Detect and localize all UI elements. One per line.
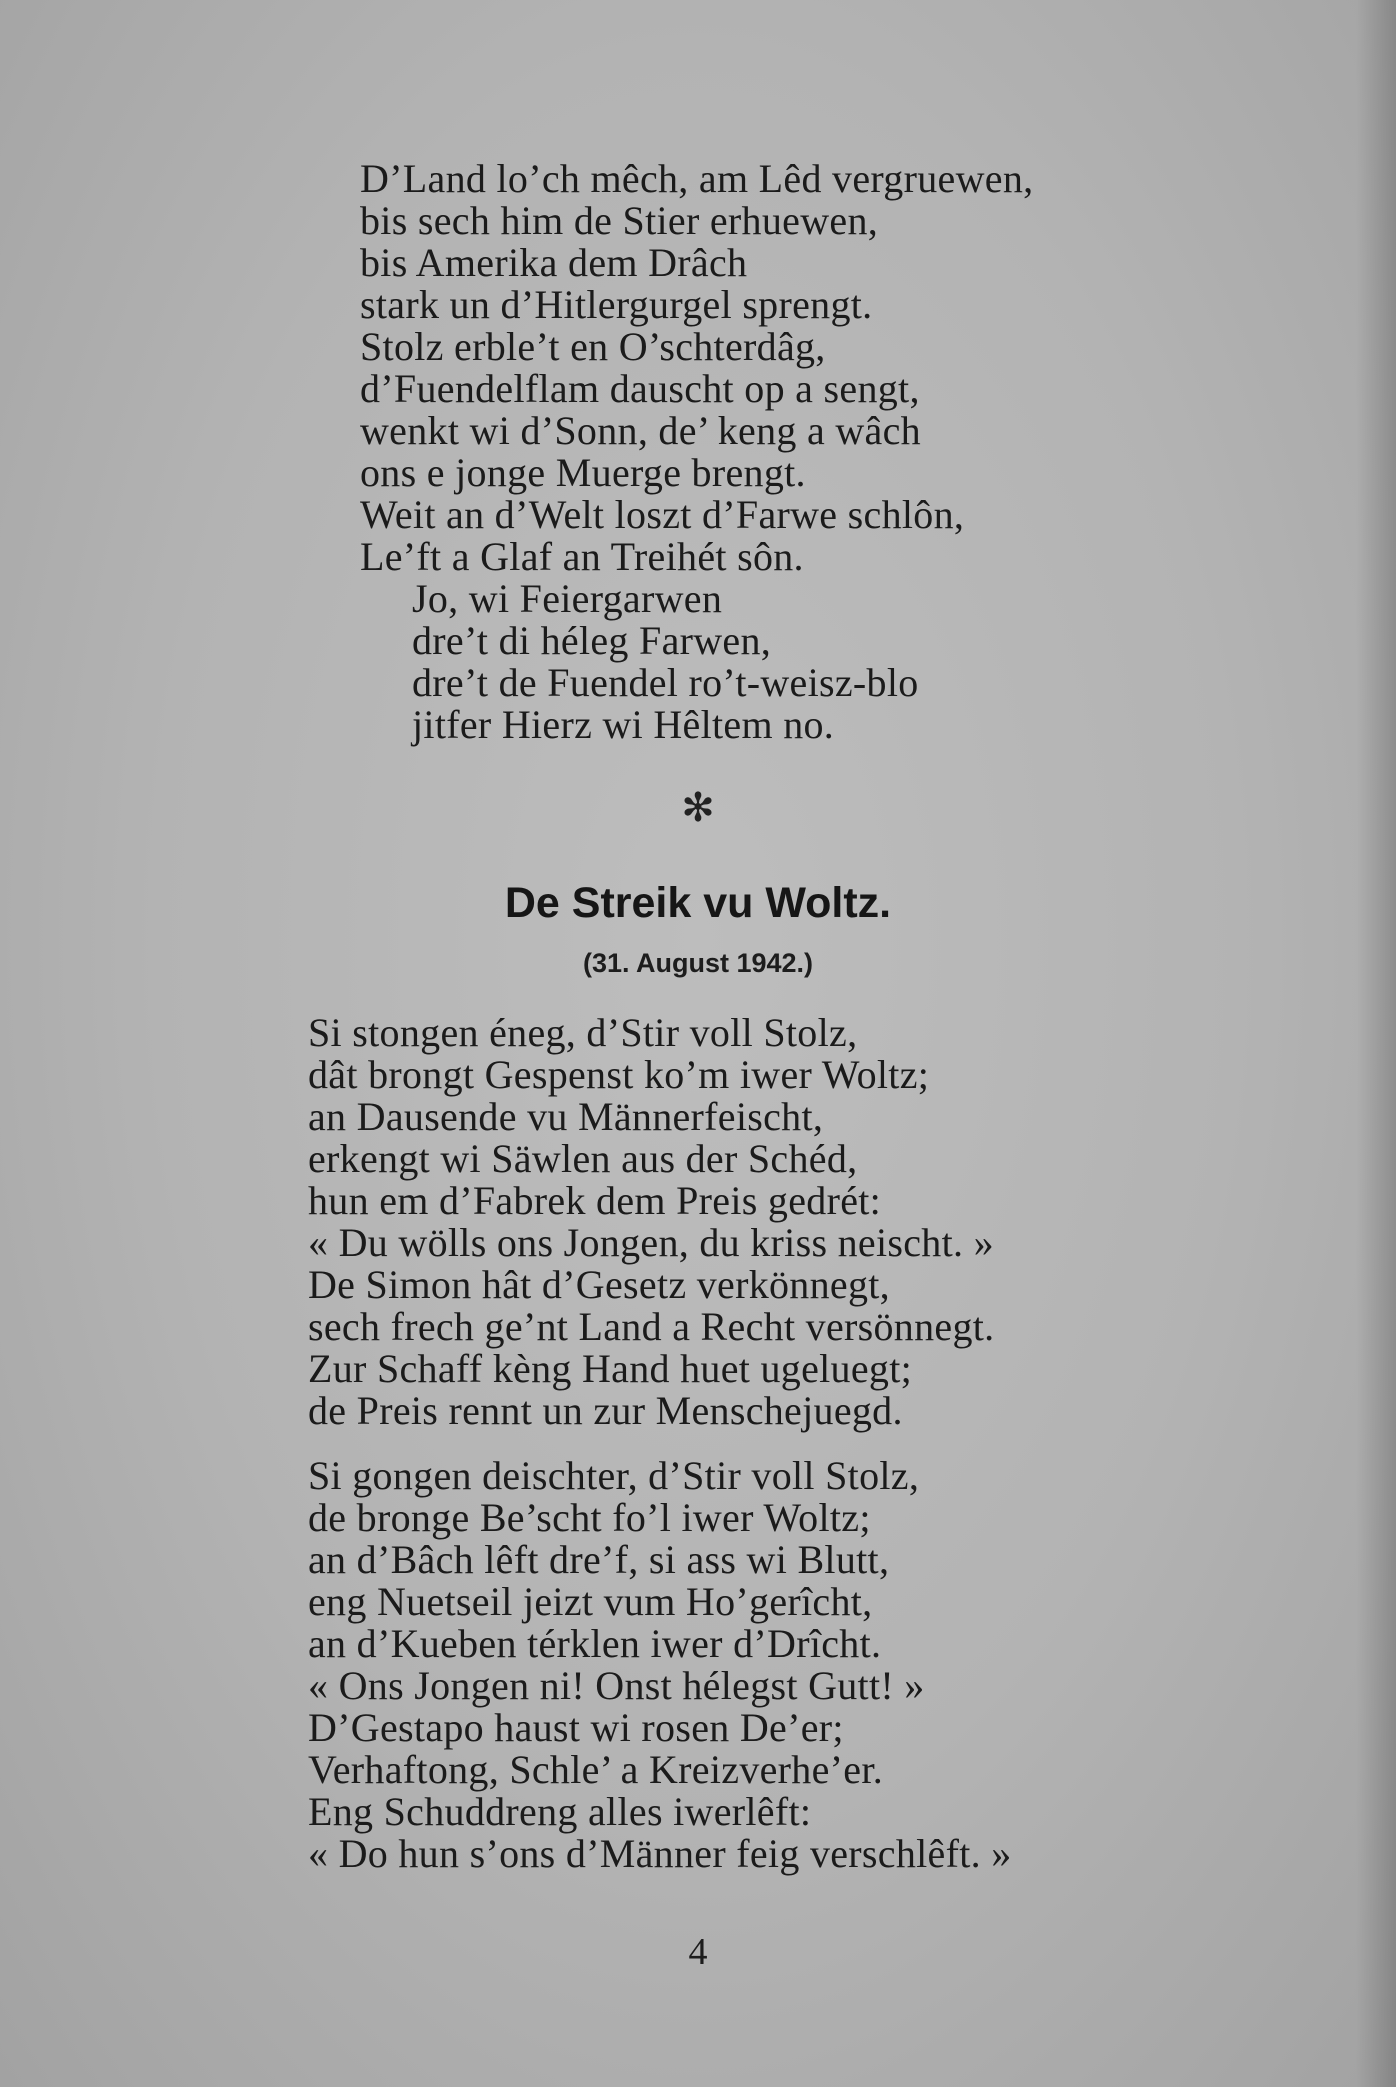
verse-line-indented: Jo, wi Feiergarwen: [412, 576, 723, 621]
stanza-1: [360, 158, 1033, 746]
poem-date: (31. August 1942.): [582, 948, 814, 978]
verse-line: bis sech him de Stier erhuewen,: [360, 198, 879, 243]
verse-line: an d’Kueben térklen iwer d’Drîcht.: [308, 1621, 882, 1666]
verse-line: sech frech ge’nt Land a Recht versönnegt.: [308, 1304, 995, 1349]
verse-line: Eng Schuddreng alles iwerlêft:: [308, 1789, 812, 1834]
verse-line: De Simon hât d’Gesetz verkönnegt,: [308, 1262, 890, 1307]
page-edge-shadow: [1356, 0, 1396, 2087]
stanza-3: [308, 1455, 1012, 1875]
verse-line: bis Amerika dem Drâch: [360, 240, 748, 285]
verse-line: Le’ft a Glaf an Treihét sôn.: [360, 534, 804, 579]
asterism-divider: ✻: [681, 785, 715, 831]
verse-line: eng Nuetseil jeizt vum Ho’gerîcht,: [308, 1579, 873, 1624]
verse-line: Si stongen éneg, d’Stir voll Stolz,: [308, 1010, 858, 1055]
verse-line-indented: jitfer Hierz wi Hêltem no.: [412, 702, 835, 747]
verse-line: an Dausende vu Männerfeischt,: [308, 1094, 824, 1139]
verse-line-indented: dre’t di héleg Farwen,: [412, 618, 772, 663]
verse-line: Si gongen deischter, d’Stir voll Stolz,: [308, 1453, 920, 1498]
verse-line: Zur Schaff kèng Hand huet ugeluegt;: [308, 1346, 913, 1391]
page-number: 4: [688, 1931, 708, 1973]
verse-line: hun em d’Fabrek dem Preis gedrét:: [308, 1178, 882, 1223]
verse-line: « Du wölls ons Jongen, du kriss neischt. »: [308, 1220, 994, 1265]
verse-line: Stolz erble’t en O’schterdâg,: [360, 324, 826, 369]
verse-line: D’Land lo’ch mêch, am Lêd vergruewen,: [360, 156, 1034, 201]
verse-line: d’Fuendelflam dauscht op a sengt,: [360, 366, 920, 411]
verse-line: « Ons Jongen ni! Onst hélegst Gutt! »: [308, 1663, 925, 1708]
verse-line: D’Gestapo haust wi rosen De’er;: [308, 1705, 844, 1750]
verse-line: de Preis rennt un zur Menschejuegd.: [308, 1388, 903, 1433]
verse-line: wenkt wi d’Sonn, de’ keng a wâch: [360, 408, 921, 453]
verse-line: stark un d’Hitlergurgel sprengt.: [360, 282, 873, 327]
verse-line: erkengt wi Säwlen aus der Schéd,: [308, 1136, 858, 1181]
poem-title: De Streik vu Woltz.: [504, 879, 892, 927]
verse-line: Verhaftong, Schle’ a Kreizverhe’er.: [308, 1747, 884, 1792]
verse-line: dât brongt Gespenst ko’m iwer Woltz;: [308, 1052, 930, 1097]
stanza-2: [308, 1012, 994, 1432]
verse-line: ons e jonge Muerge brengt.: [360, 450, 806, 495]
verse-line-indented: dre’t de Fuendel ro’t-weisz-blo: [412, 660, 919, 705]
verse-line: « Do hun s’ons d’Männer feig verschlêft. »: [308, 1831, 1012, 1876]
verse-line: de bronge Be’scht fo’l iwer Woltz;: [308, 1495, 871, 1540]
verse-line: an d’Bâch lêft dre’f, si ass wi Blutt,: [308, 1537, 890, 1582]
verse-line: Weit an d’Welt loszt d’Farwe schlôn,: [360, 492, 965, 537]
